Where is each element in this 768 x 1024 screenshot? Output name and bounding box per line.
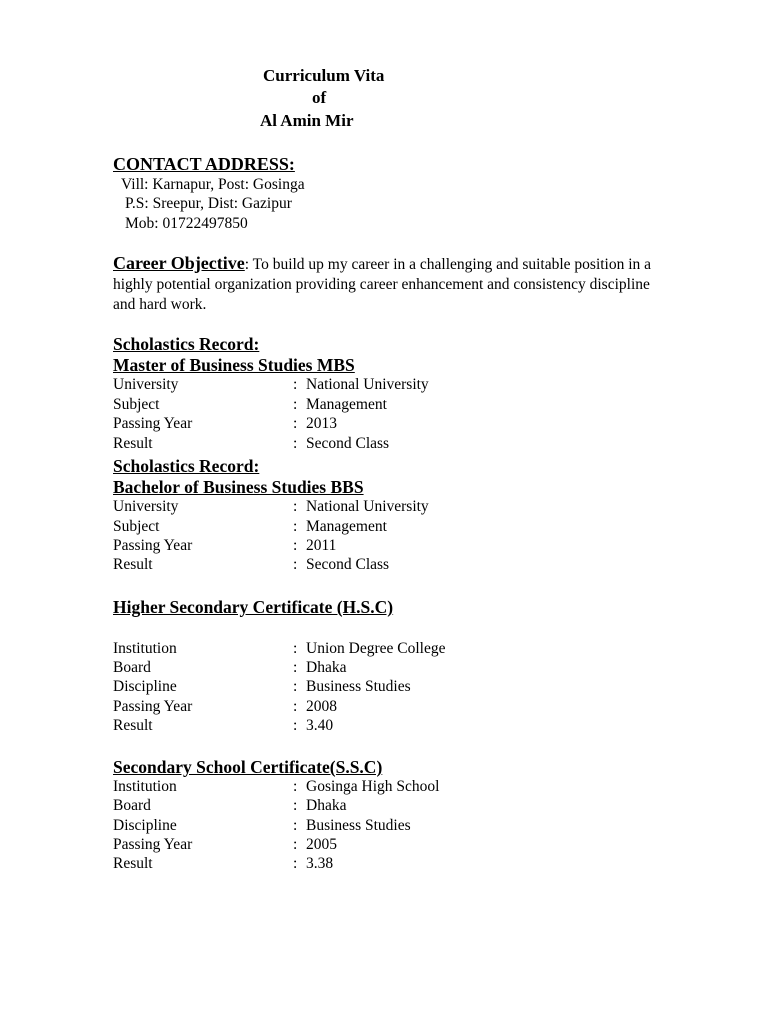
field-value: Business Studies: [306, 817, 411, 834]
field-colon: :: [293, 797, 298, 814]
field-value: 2008: [306, 698, 337, 715]
field-colon: :: [293, 659, 298, 676]
field-value: Management: [306, 396, 387, 413]
field-colon: :: [293, 556, 298, 573]
field-colon: :: [293, 836, 298, 853]
field-label: University: [113, 498, 179, 515]
field-label: Discipline: [113, 678, 177, 695]
field-value: National University: [306, 498, 429, 515]
field-value: Dhaka: [306, 659, 347, 676]
field-label: Subject: [113, 518, 160, 535]
contact-heading: CONTACT ADDRESS:: [113, 154, 295, 174]
title-line-2: of: [312, 88, 327, 107]
field-label: Discipline: [113, 817, 177, 834]
field-label: Institution: [113, 778, 177, 795]
hsc-heading: Higher Secondary Certificate (H.S.C): [113, 597, 394, 617]
field-colon: :: [293, 396, 298, 413]
field-label: Passing Year: [113, 698, 193, 715]
field-colon: :: [293, 778, 298, 795]
field-value: Management: [306, 518, 387, 535]
field-label: Result: [113, 717, 153, 734]
field-value: 2005: [306, 836, 337, 853]
field-label: Result: [113, 855, 153, 872]
field-value: 3.38: [306, 855, 334, 872]
mbs-record-heading: Scholastics Record:: [113, 334, 260, 354]
career-objective-text: : To build up my career in a challenging and suitable position in a highly potential organization providing career enhancement and consistency discipline and hard work.: [113, 256, 652, 313]
career-objective-heading: Career Objective: [113, 253, 245, 273]
field-colon: :: [293, 817, 298, 834]
bbs-record-heading: Scholastics Record:: [113, 456, 260, 476]
field-value: 3.40: [306, 717, 334, 734]
bbs-degree-heading: Bachelor of Business Studies BBS: [113, 477, 364, 497]
mbs-degree-heading: Master of Business Studies MBS: [113, 355, 355, 375]
field-label: Result: [113, 556, 153, 573]
field-value: Second Class: [306, 435, 390, 452]
field-colon: :: [293, 855, 298, 872]
contact-line: Mob: 01722497850: [125, 215, 248, 232]
field-label: Passing Year: [113, 537, 193, 554]
field-label: Passing Year: [113, 836, 193, 853]
field-colon: :: [293, 717, 298, 734]
field-colon: :: [293, 376, 298, 393]
field-colon: :: [293, 698, 298, 715]
field-colon: :: [293, 678, 298, 695]
title-line-1: Curriculum Vita: [263, 66, 385, 85]
field-value: National University: [306, 376, 429, 393]
field-colon: :: [293, 435, 298, 452]
ssc-heading: Secondary School Certificate(S.S.C): [113, 757, 383, 777]
field-label: University: [113, 376, 179, 393]
field-value: 2011: [306, 537, 337, 554]
field-colon: :: [293, 518, 298, 535]
field-value: 2013: [306, 415, 337, 432]
field-label: Institution: [113, 640, 177, 657]
field-colon: :: [293, 640, 298, 657]
contact-line: P.S: Sreepur, Dist: Gazipur: [125, 195, 292, 212]
field-label: Result: [113, 435, 153, 452]
field-label: Board: [113, 797, 151, 814]
field-label: Passing Year: [113, 415, 193, 432]
field-colon: :: [293, 498, 298, 515]
field-colon: :: [293, 415, 298, 432]
field-label: Board: [113, 659, 151, 676]
contact-line: Vill: Karnapur, Post: Gosinga: [121, 176, 305, 193]
field-value: Union Degree College: [306, 640, 446, 657]
title-name: Al Amin Mir: [260, 111, 354, 130]
field-value: Dhaka: [306, 797, 347, 814]
career-objective: [113, 253, 673, 315]
field-value: Business Studies: [306, 678, 411, 695]
field-value: Gosinga High School: [306, 778, 440, 795]
field-label: Subject: [113, 396, 160, 413]
field-value: Second Class: [306, 556, 390, 573]
field-colon: :: [293, 537, 298, 554]
